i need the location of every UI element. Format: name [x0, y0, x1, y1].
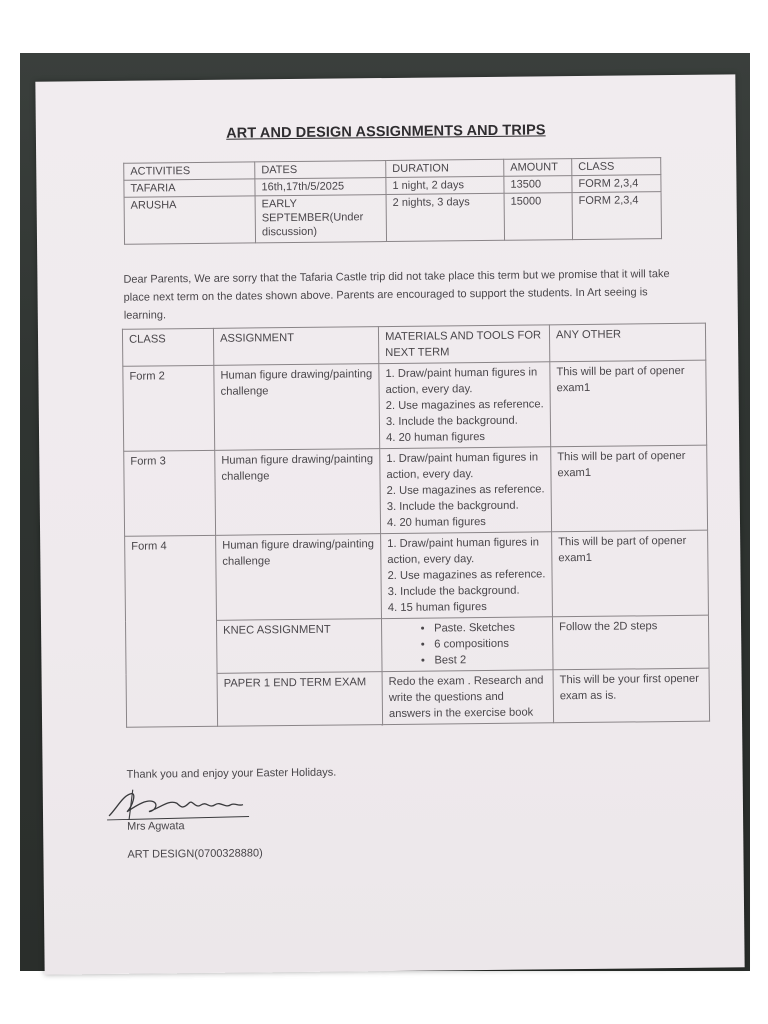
material-item: 4. 20 human figures: [386, 431, 486, 445]
intro-paragraph: Dear Parents, We are sorry that the Tafaria Castle trip did not take place this term but we promise that it will take place next term on the dates shown above. Parents are encouraged to support the students. In Art seeing is learning.: [123, 268, 670, 322]
row-materials: [381, 617, 553, 672]
trips-table: [123, 157, 662, 245]
trip-class: FORM 2,3,4: [572, 192, 661, 240]
trip-class: FORM 2,3,4: [572, 175, 661, 193]
table-row: [125, 530, 709, 621]
row-assignment: KNEC ASSIGNMENT: [216, 619, 382, 674]
row-other: This will be part of opener exam1: [550, 360, 707, 447]
trip-dates: 16th,17th/5/2025: [255, 178, 386, 196]
page-title: ART AND DESIGN ASSIGNMENTS AND TRIPS: [226, 122, 546, 142]
table-row: [123, 360, 707, 451]
assignments-table: [122, 323, 710, 728]
row-class: Form 3: [124, 450, 216, 536]
material-item: • Paste. Sketches: [434, 619, 546, 636]
header-materials: MATERIALS AND TOOLS FOR NEXT TERM: [378, 325, 549, 364]
trips-header-dates: DATES: [255, 161, 386, 179]
row-class: Form 2: [123, 365, 215, 451]
document-page: [35, 74, 744, 974]
material-item: 2. Use magazines as reference.: [385, 398, 544, 413]
header-class: CLASS: [122, 328, 213, 366]
row-class: Form 4: [125, 535, 218, 727]
trip-dates: EARLY SEPTEMBER(Under discussion): [255, 195, 386, 243]
trip-amount: 13500: [504, 176, 572, 194]
trip-amount: 15000: [504, 193, 572, 241]
trip-duration: 2 nights, 3 days: [386, 193, 504, 241]
row-assignment: Human figure drawing/painting challenge: [216, 534, 382, 621]
row-other: This will be part of opener exam1: [552, 530, 709, 617]
row-materials: Redo the exam . Research and write the questions and answers in the exercise book: [382, 670, 554, 725]
trip-duration: 1 night, 2 days: [386, 176, 504, 194]
trips-header-class: CLASS: [572, 158, 661, 176]
signatory-name: Mrs Agwata: [127, 820, 185, 833]
knec-bullet-list: [388, 619, 546, 669]
table-row: [124, 445, 708, 536]
material-item: 1. Draw/paint human figures in action, every day.: [386, 451, 539, 482]
material-item: • Best 2: [434, 651, 546, 668]
material-item: 1. Draw/paint human figures in action, every day.: [385, 366, 538, 397]
header-any-other: ANY OTHER: [549, 323, 705, 362]
row-materials: [380, 447, 552, 534]
row-other: This will be part of opener exam1: [551, 445, 708, 532]
material-item: 3. Include the background.: [385, 414, 518, 429]
trip-activity: TAFARIA: [124, 179, 255, 197]
trips-row: [124, 192, 661, 245]
row-other: This will be your first opener exam as is.: [553, 668, 710, 723]
trips-header-amount: AMOUNT: [504, 159, 572, 177]
trip-activity: ARUSHA: [124, 196, 255, 244]
row-assignment: PAPER 1 END TERM EXAM: [217, 672, 383, 727]
material-item: • 6 compositions: [434, 635, 546, 652]
material-item: 4. 20 human figures: [386, 515, 486, 530]
material-item: 2. Use magazines as reference.: [386, 483, 545, 498]
header-assignment: ASSIGNMENT: [213, 327, 378, 366]
contact-info: ART DESIGN(0700328880): [127, 847, 263, 861]
material-item: 4. 15 human figures: [387, 600, 487, 615]
assignments-header-row: [122, 323, 705, 366]
material-item: 1. Draw/paint human figures in action, every day.: [387, 536, 539, 567]
row-materials: [381, 532, 553, 619]
row-materials: [379, 362, 551, 449]
row-assignment: Human figure drawing/painting challenge: [215, 449, 381, 536]
trips-header-activities: ACTIVITIES: [124, 162, 255, 180]
material-item: 3. Include the background.: [386, 499, 519, 514]
closing-text: Thank you and enjoy your Easter Holidays.: [126, 766, 337, 781]
trips-header-duration: DURATION: [386, 159, 504, 177]
material-item: 3. Include the background.: [387, 584, 520, 599]
material-item: 2. Use magazines as reference.: [387, 568, 546, 583]
row-other: Follow the 2D steps: [552, 615, 709, 670]
row-assignment: Human figure drawing/painting challenge: [214, 364, 380, 451]
